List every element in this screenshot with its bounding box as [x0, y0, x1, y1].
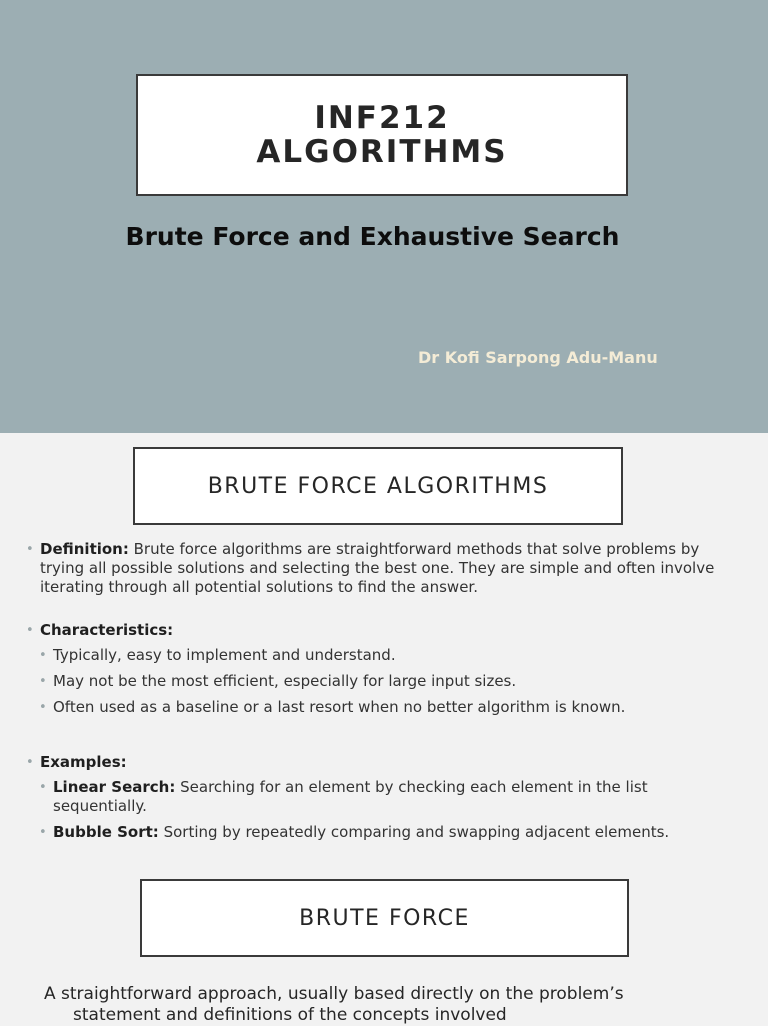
- slide3-text: [44, 984, 724, 1026]
- characteristics-item: [24, 621, 734, 640]
- title-box: [136, 74, 628, 196]
- slide3-text-line1: A straightforward approach, usually based directly on the problem’s: [44, 984, 624, 1004]
- examples-list: [37, 778, 734, 842]
- author-name: Dr Kofi Sarpong Adu-Manu: [418, 348, 658, 367]
- slide-subtitle: Brute Force and Exhaustive Search: [125, 222, 620, 251]
- definition-item: [24, 540, 734, 597]
- list-item: • Often used as a baseline or a last resort when no better algorithm is known.: [37, 698, 734, 717]
- slide2-heading: BRUTE FORCE ALGORITHMS: [133, 447, 623, 525]
- example-label: Linear Search:: [53, 778, 176, 796]
- list-item: • May not be the most efficient, especially for large input sizes.: [37, 672, 734, 691]
- definition-text: Brute force algorithms are straightforward methods that solve problems by trying all possible solutions and selecting the best one. They are simple and often involve iterating through all potential solutions to find the answer.: [40, 540, 715, 596]
- examples-label: Examples:: [40, 753, 127, 771]
- examples-item: [24, 753, 734, 772]
- list-item: [37, 778, 734, 816]
- list-item: • Typically, easy to implement and understand.: [37, 646, 734, 665]
- characteristics-list: [37, 646, 734, 717]
- example-text: Searching for an element by checking each element in the list sequentially.: [53, 778, 648, 815]
- title-slide: [0, 0, 768, 433]
- list-item: [37, 823, 734, 842]
- definition-label: Definition:: [40, 540, 129, 558]
- characteristics-label: Characteristics:: [40, 621, 174, 639]
- slide2-bullets: [24, 540, 734, 849]
- course-code: INF212: [314, 100, 450, 136]
- slide3-text-line2: statement and definitions of the concepts involved: [73, 1005, 507, 1025]
- course-name: ALGORITHMS: [256, 134, 508, 170]
- slide3-heading: BRUTE FORCE: [140, 879, 629, 957]
- example-text: Sorting by repeatedly comparing and swapping adjacent elements.: [158, 823, 670, 841]
- example-label: Bubble Sort:: [53, 823, 159, 841]
